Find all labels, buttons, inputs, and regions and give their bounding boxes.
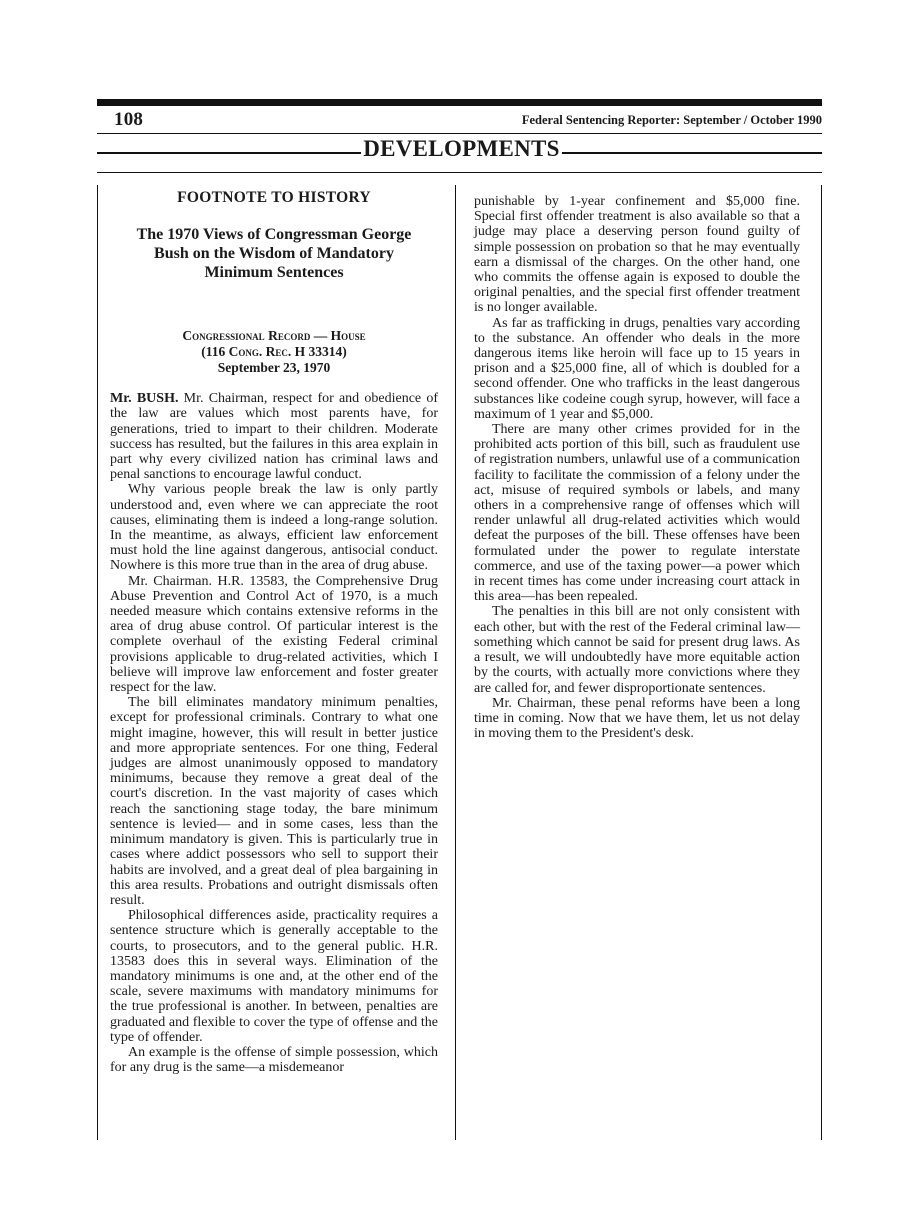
header-rule (97, 133, 822, 134)
left-column (110, 190, 438, 1075)
top-rule (97, 99, 822, 106)
paragraph: The bill eliminates mandatory minimum penalties, except for professional criminals. Contrary to what one might imagine, however, this will result in better justice and more appropriate sentences. For one thing, Federal judges are almost unanimously opposed to mandatory minimums, because they remove a great deal of the court's discretion. In the vast majority of cases which reach the sanctioning stage today, the bare minimum sentence is levied— and in some cases, less than the minimum mandatory is given. This is particularly true in cases where addict possessors who sell to support their habits are involved, and a great deal of plea bargaining in this area results. Probations and outright dismissals often result. (110, 695, 438, 908)
paragraph: The penalties in this bill are not only consistent with each other, but with the rest of the Federal criminal law—something which cannot be said for present drug laws. As a result, we will undoubtedly have more equitable action by the courts, with actually more convictions where they are called for, and fewer disproportionate sentences. (474, 604, 800, 696)
section-bottom-rule (97, 172, 822, 173)
paragraph: As far as trafficking in drugs, penalties vary according to the substance. An offender who deals in the more dangerous items like heroin will face up to 15 years in prison and a $25,000 fine, all of which is doubled for a second offender. One who trafficks in the least dangerous substances like codeine cough syrup, however, will face a maximum of 1 year and $5,000. (474, 315, 800, 422)
paragraph: Why various people break the law is only partly understood and, even where we can appreciate the root causes, eliminating them is indeed a long-range solution. In the meantime, as always, efficient law enforcement must hold the line against dangerous, antisocial conduct. Nowhere is this more true than in the area of drug abuse. (110, 482, 438, 574)
source-line-3: September 23, 1970 (217, 360, 331, 376)
source-line-2: (116 Cong. Rec. H 33314) (201, 344, 347, 360)
section-title: DEVELOPMENTS (363, 136, 560, 161)
section-rule-right (562, 152, 822, 154)
paragraph: Mr. Chairman. H.R. 13583, the Comprehensive Drug Abuse Prevention and Control Act of 1970, is a much needed measure which contains extensive reforms in the area of drug abuse control. Of particular interest is the complete overhaul of the existing Federal criminal provisions applicable to drug-related activities, which I believe will improve law enforcement and foster greater respect for the law. (110, 573, 438, 696)
section-rule-left (97, 152, 361, 154)
left-border (97, 185, 98, 1140)
article-title: The 1970 Views of Congressman George Bush on the Wisdom of Mandatory Minimum Sentences (136, 226, 412, 282)
column-divider (455, 185, 456, 1140)
paragraph: There are many other crimes provided for in the prohibited acts portion of this bill, such as fraudulent use of registration numbers, unlawful use of a communication facility to facilitate the commission of a felony under the act, misuse of required symbols or labels, and many others in a comprehensive range of offenses which will render unlawful all drug-related activities which would defeat the purposes of the bill. These offenses have been formulated under the power to regulate interstate commerce, and use of the taxing power—a power which in recent times has come under increasing court attack in this area—has been repealed. (474, 422, 800, 605)
paragraph (110, 391, 438, 482)
right-border (821, 185, 822, 1140)
source-line-1: Congressional Record — House (182, 328, 366, 344)
right-column (474, 194, 800, 741)
source-citation (110, 328, 438, 376)
kicker: FOOTNOTE TO HISTORY (177, 189, 371, 206)
paragraph: punishable by 1-year confinement and $5,000 fine. Special first offender treatment is also available so that a judge may place a deserving person found guilty of simple possession on probation so that he may eventually earn a dismissal of the charges. On the other hand, one who commits the offense again is exposed to double the original penalties, and the special first offender treatment is no longer available. (474, 194, 800, 316)
speaker: Mr. BUSH. (110, 391, 179, 407)
paragraph-text: Mr. Chairman, respect for and obedience of the law are values which most parents have, for generations, tried to impart to their children. Moderate success has resulted, but the failures in this area explain in part why every civilized nation has criminal laws and penal sanctions to encourage lawful conduct. (110, 391, 438, 483)
paragraph: An example is the offense of simple possession, which for any drug is the same—a misdemeanor (110, 1044, 438, 1076)
journal-info: Federal Sentencing Reporter: September / October 1990 (521, 113, 822, 127)
paragraph: Mr. Chairman, these penal reforms have been a long time in coming. Now that we have them, let us not delay in moving them to the President's desk. (474, 695, 800, 742)
page-number: 108 (114, 109, 144, 130)
paragraph: Philosophical differences aside, practicality requires a sentence structure which is generally acceptable to the courts, to prosecutors, and to the general public. H.R. 13583 does this in several ways. Elimination of the mandatory minimums is one and, at the other end of the scale, severe maximums with mandatory minimums for the true professional is another. In between, penalties are graduated and flexible to cover the type of offense and the type of offender. (110, 908, 438, 1045)
